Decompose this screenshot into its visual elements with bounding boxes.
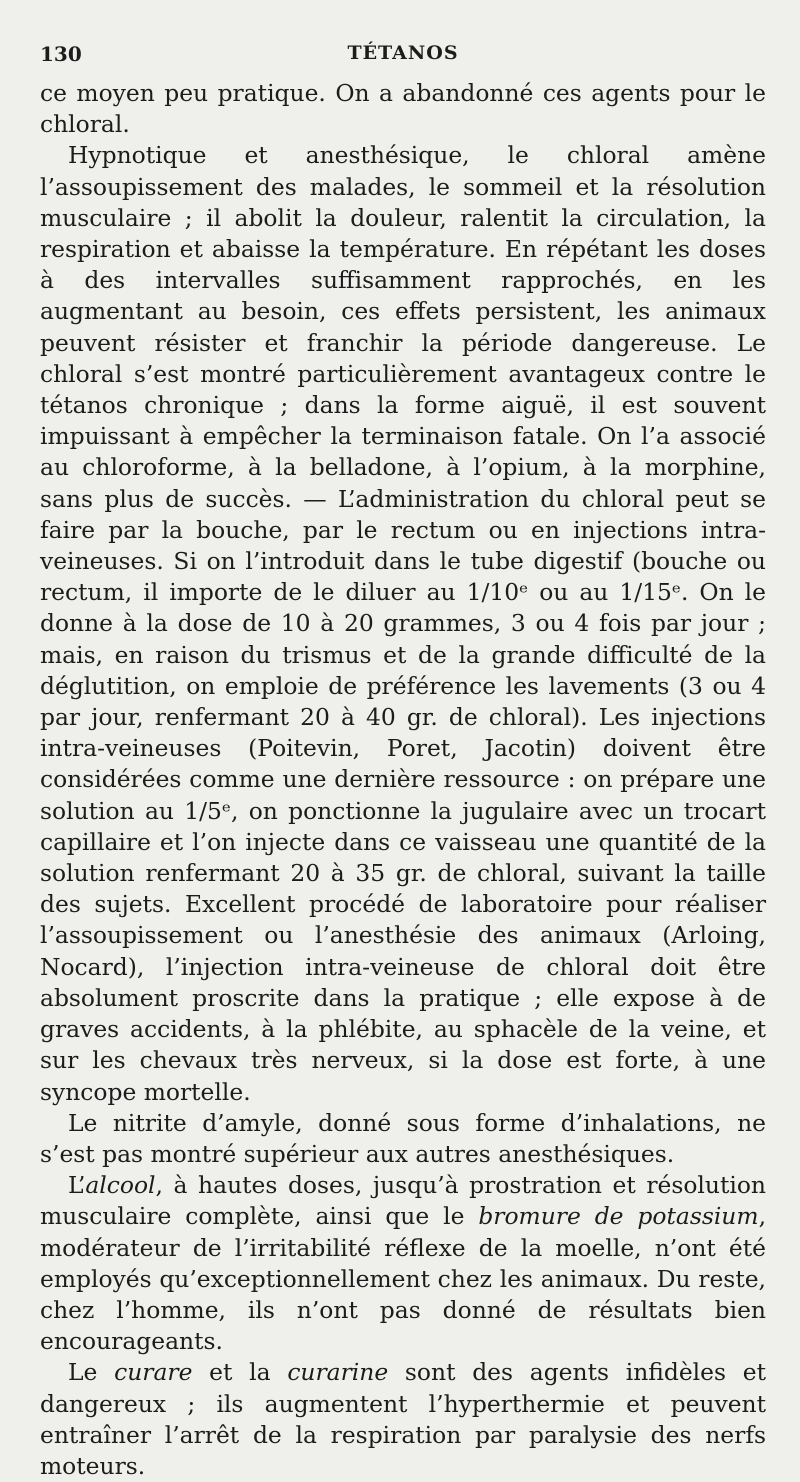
paragraph	[40, 1108, 766, 1170]
text-run: L’	[68, 1171, 86, 1200]
italic-term: curarine	[287, 1358, 389, 1387]
text-run: , à hautes doses, jusqu’à prostration et résolution musculaire complète, ainsi que le	[40, 1171, 766, 1231]
text-run: Le	[68, 1358, 115, 1387]
running-head: TÉTANOS	[347, 42, 459, 64]
text-run: Le nitrite d’amyle, donné sous forme d’inhalations, ne s’est pas montré supérieur aux autres anesthésiques.	[40, 1108, 766, 1168]
text-run: et la	[192, 1358, 288, 1387]
italic-term: curare	[114, 1358, 193, 1387]
paragraph	[40, 140, 766, 1107]
body-text	[40, 78, 766, 1482]
text-run: sont des agents infidèles et dangereux ; ils augmentent l’hyperthermie et peuvent entraîner l’arrêt de la respiration par paralysie des nerfs moteurs.	[40, 1358, 766, 1480]
text-run: ce moyen peu pratique. On a abandonné ces agents pour le chloral.	[40, 79, 766, 139]
text-run: , modérateur de l’irritabilité réflexe de la moelle, n’ont été employés qu’exceptionnellement chez les animaux. Du reste, chez l’homme, ils n’ont pas donné de résultats bien encourageants.	[40, 1202, 766, 1356]
paragraph	[40, 1357, 766, 1482]
italic-term: alcool	[85, 1171, 156, 1200]
italic-term: bromure de potassium	[478, 1202, 759, 1231]
page-header	[40, 38, 766, 78]
text-run: Hypnotique et anesthésique, le chloral amène l’assoupissement des malades, le sommeil et la résolution musculaire ; il abolit la douleur, ralentit la circulation, la respiration et abaisse la température. En répétant les doses à des intervalles suffisamment rapprochés, en les augmentant au besoin, ces effets persistent, les animaux peuvent résister et franchir la période dangereuse. Le chloral s’est montré particulièrement avantageux contre le tétanos chronique ; dans la forme aiguë, il est souvent impuissant à empêcher la terminaison fatale. On l’a associé au chloroforme, à la belladone, à l’opium, à la morphine, sans plus de succès. — L’administration du chloral peut se faire par la bouche, par le rectum ou en injections intra-veineuses. Si on l’introduit dans le tube digestif (bouche ou rectum, il importe de le diluer au 1/10ᵉ ou au 1/15ᵉ. On le donne à la dose de 10 à 20 grammes, 3 ou 4 fois par jour ; mais, en raison du trismus et de la grande difficulté de la déglutition, on emploie de préférence les lavements (3 ou 4 par jour, renfermant 20 à 40 gr. de chloral). Les injections intra-veineuses (Poitevin, Poret, Jacotin) doivent être considérées comme une dernière ressource : on prépare une solution au 1/5ᵉ, on ponctionne la jugulaire avec un trocart capillaire et l’on injecte dans ce vaisseau une quantité de la solution renfermant 20 à 35 gr. de chloral, suivant la taille des sujets. Excellent procédé de laboratoire pour réaliser l’assoupissement ou l’anesthésie des animaux (Arloing, Nocard), l’injection intra-veineuse de chloral doit être absolument proscrite dans la pratique ; elle expose à de graves accidents, à la phlébite, au sphacèle de la veine, et sur les chevaux très nerveux, si la dose est forte, à une syncope mortelle.	[40, 141, 766, 1106]
paragraph	[40, 1170, 766, 1357]
page-number: 130	[40, 42, 82, 66]
paragraph	[40, 78, 766, 140]
